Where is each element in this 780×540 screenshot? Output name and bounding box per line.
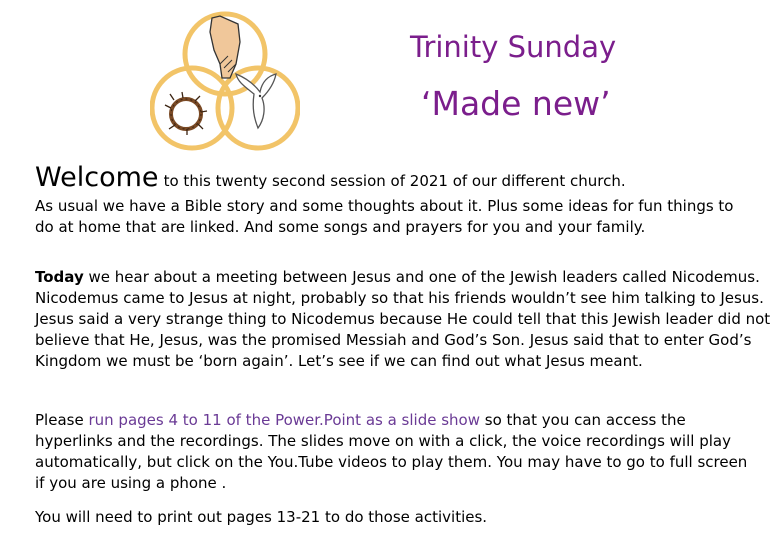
- today-lead: Today: [35, 268, 84, 286]
- please-text: so that you can access the hyperlinks and the recordings. The slides move on with a click, the voice recordings will play automatically, but click on the You.Tube videos to play them. You may have to go to full screen if you are using a phone .: [35, 411, 748, 492]
- trinity-logo: [150, 8, 300, 158]
- welcome-lead: Welcome: [35, 162, 159, 193]
- welcome-line: [35, 162, 755, 193]
- intro-paragraph: As usual we have a Bible story and some thoughts about it. Plus some ideas for fun things to do at home that are linked. And some songs and prayers for you and your family.: [35, 197, 734, 236]
- slideshow-link[interactable]: run pages 4 to 11 of the Power.Point as a slide show: [88, 411, 480, 429]
- page-subtitle: ‘Made new’: [421, 84, 611, 123]
- hand-icon: [210, 16, 240, 78]
- page-title: Trinity Sunday: [410, 30, 617, 64]
- print-paragraph: You will need to print out pages 13-21 to do those activities.: [35, 508, 488, 526]
- crown-of-thorns-icon: [165, 92, 207, 135]
- instructions-paragraph: [35, 410, 750, 494]
- please-lead: Please: [35, 411, 84, 429]
- today-text: we hear about a meeting between Jesus and one of the Jewish leaders called Nicodemus. Nicodemus came to Jesus at night, probably so that his friends wouldn’t see him talking to Jesus. Jesus said a very strange thing to Nicodemus because He could tell that this Jewish leader did not believe that He, Jesus, was the promised Messiah and God’s Son. Jesus said that to enter God’s Kingdom we must be ‘born again’. Let’s see if we can find out what Jesus meant.: [35, 268, 771, 370]
- welcome-text: to this twenty second session of 2021 of our different church.: [163, 172, 626, 190]
- today-paragraph: [35, 267, 775, 372]
